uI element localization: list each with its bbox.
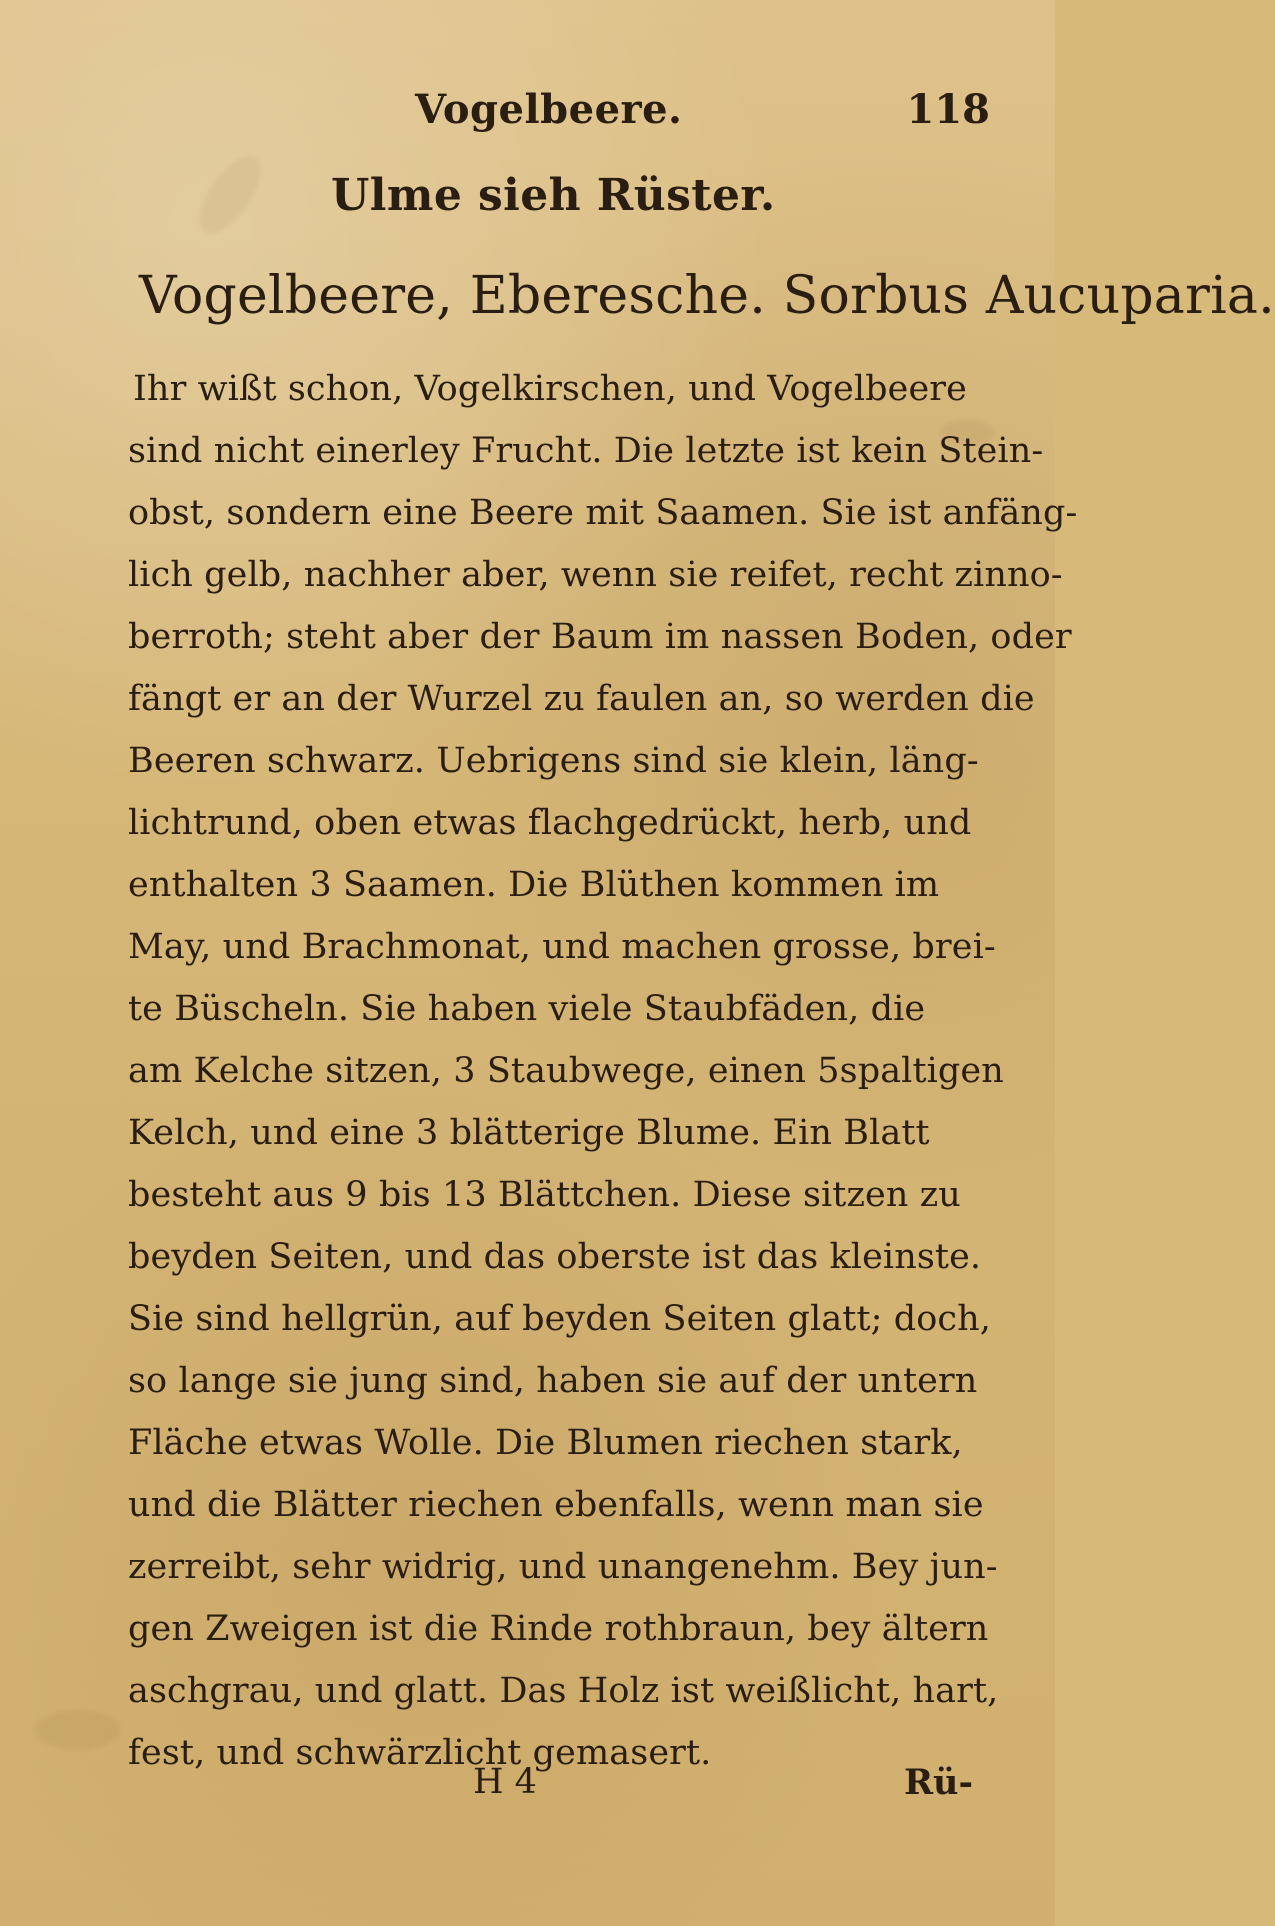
body-line: lichtrund, oben etwas flachgedrückt, herb, und [128, 803, 972, 843]
body-line: sind nicht einerley Frucht. Die letzte ist kein Stein- [128, 431, 1044, 471]
body-line: fängt er an der Wurzel zu faulen an, so werden die [128, 679, 1035, 719]
body-line: so lange sie jung sind, haben sie auf der untern [128, 1361, 978, 1401]
body-line: Sie sind hellgrün, auf beyden Seiten glatt; doch, [128, 1299, 991, 1339]
body-line: besteht aus 9 bis 13 Blättchen. Diese sitzen zu [128, 1175, 961, 1215]
body-line: gen Zweigen ist die Rinde rothbraun, bey ältern [128, 1609, 989, 1649]
body-text [128, 358, 1078, 1784]
body-line: fest, und schwärzlicht gemasert. [128, 1733, 712, 1773]
page-number: 118 [906, 86, 990, 133]
catchword: Rü- [903, 1762, 973, 1803]
page-header [415, 86, 1015, 142]
entry-title: Vogelbeere, Eberesche. Sorbus Aucuparia. [139, 266, 1275, 326]
body-line: Kelch, und eine 3 blätterige Blume. Ein Blatt [128, 1113, 930, 1153]
signature-mark: H 4 [473, 1762, 537, 1802]
body-line: obst, sondern eine Beere mit Saamen. Sie ist anfäng- [128, 493, 1078, 533]
body-line: lich gelb, nachher aber, wenn sie reifet, recht zinno- [128, 555, 1063, 595]
body-line: Fläche etwas Wolle. Die Blumen riechen stark, [128, 1423, 963, 1463]
paper-smudge [35, 1710, 120, 1750]
page-footer [0, 1762, 1055, 1822]
body-line: enthalten 3 Saamen. Die Blüthen kommen im [128, 865, 940, 905]
body-line: te Büscheln. Sie haben viele Staubfäden, die [128, 989, 926, 1029]
body-line: am Kelche sitzen, 3 Staubwege, einen 5spaltigen [128, 1051, 1004, 1091]
body-line: und die Blätter riechen ebenfalls, wenn man sie [128, 1485, 984, 1525]
paper-smudge [188, 147, 272, 244]
running-head: Vogelbeere. [415, 86, 683, 133]
body-line: May, und Brachmonat, und machen grosse, brei- [128, 927, 996, 967]
body-line: Ihr wißt schon, Vogelkirschen, und Vogelbeere [133, 369, 967, 409]
body-line: Beeren schwarz. Uebrigens sind sie klein, läng- [128, 741, 979, 781]
body-line: aschgrau, und glatt. Das Holz ist weißlicht, hart, [128, 1671, 999, 1711]
body-line: zerreibt, sehr widrig, und unangenehm. Bey jun- [128, 1547, 998, 1587]
body-line: beyden Seiten, und das oberste ist das kleinste. [128, 1237, 982, 1277]
body-line: berroth; steht aber der Baum im nassen Boden, oder [128, 617, 1072, 657]
cross-reference-heading: Ulme sieh Rüster. [331, 170, 776, 221]
